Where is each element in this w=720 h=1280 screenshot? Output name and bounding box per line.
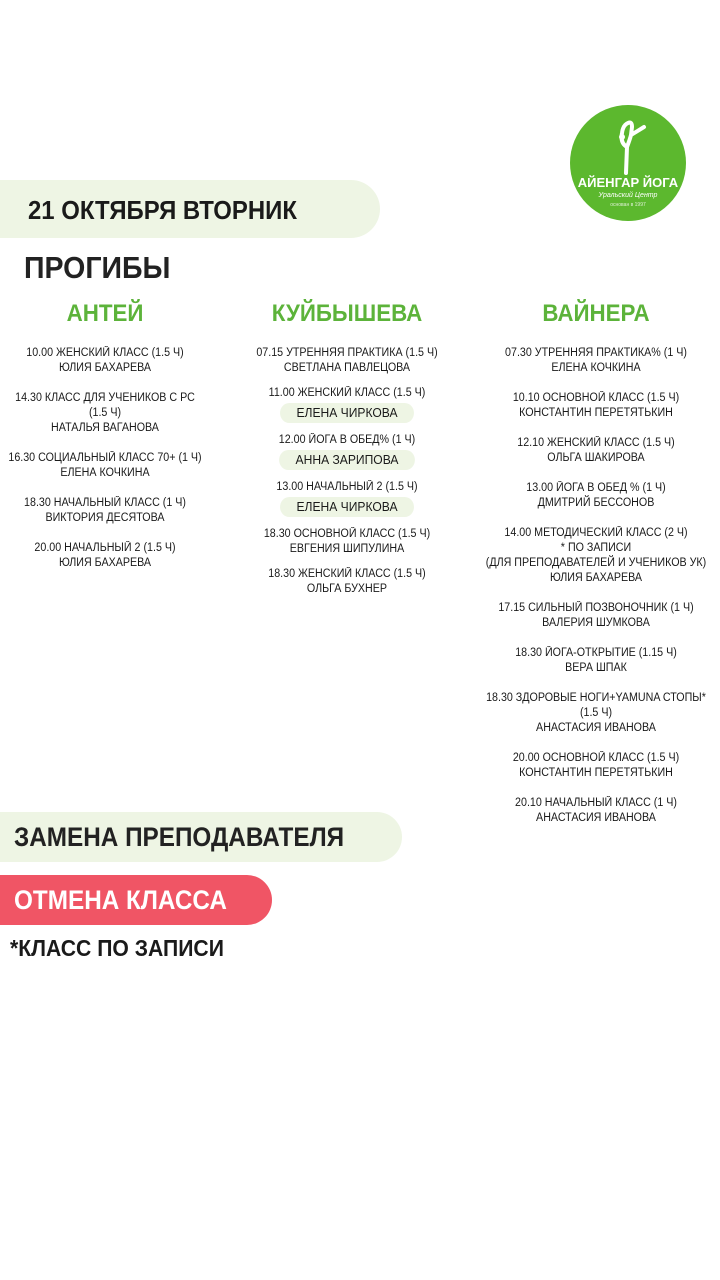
entry-text: 16.30 СОЦИАЛЬНЫЙ КЛАСС 70+ (1 Ч) [8, 452, 202, 464]
class-info [7, 496, 202, 511]
class-info [479, 541, 713, 556]
teacher-name [7, 421, 202, 436]
entry-text: 20.10 НАЧАЛЬНЫЙ КЛАСС (1 Ч) [515, 797, 677, 809]
teacher-name [479, 721, 713, 736]
teacher-name [479, 811, 713, 826]
entry-text: СВЕТЛАНА ПАВЛЕЦОВА [283, 362, 411, 374]
schedule-entry [479, 751, 713, 781]
schedule-entry [249, 346, 444, 376]
entry-text: 18.30 НАЧАЛЬНЫЙ КЛАСС (1 Ч) [24, 497, 186, 509]
schedule-entry [479, 691, 713, 736]
entry-text: ЮЛИЯ БАХАРЕВА [58, 557, 152, 569]
entry-text: 10.00 ЖЕНСКИЙ КЛАСС (1.5 Ч) [26, 347, 184, 359]
schedule-entry [249, 386, 444, 423]
entry-text: 12.00 ЙОГА В ОБЕД% (1 Ч) [278, 434, 416, 446]
teacher-name [479, 451, 713, 466]
teacher-name [249, 542, 444, 557]
entry-text: 14.00 МЕТОДИЧЕСКИЙ КЛАСС (2 Ч) [504, 527, 688, 539]
entry-text: ЮЛИЯ БАХАРЕВА [58, 362, 152, 374]
class-info [7, 346, 202, 361]
cancel-legend [0, 875, 272, 925]
class-info [479, 346, 713, 361]
class-info [479, 796, 713, 811]
schedule-entry [7, 541, 202, 571]
entry-text: 14.30 КЛАСС ДЛЯ УЧЕНИКОВ С РС [15, 392, 195, 404]
entry-text: 13.00 НАЧАЛЬНЫЙ 2 (1.5 Ч) [276, 481, 418, 493]
schedule-entry [479, 796, 713, 826]
class-info [7, 451, 202, 466]
entry-text: 20.00 ОСНОВНОЙ КЛАСС (1.5 Ч) [512, 752, 680, 764]
teacher-name [7, 466, 202, 481]
column-title: КУЙБЫШЕВА [271, 300, 423, 327]
class-info [479, 646, 713, 661]
column-title: ВАЙНЕРА [542, 300, 650, 327]
schedule-entry [249, 480, 444, 517]
entry-text: 07.15 УТРЕННЯЯ ПРАКТИКА (1.5 Ч) [256, 347, 438, 359]
entry-text: 07.30 УТРЕННЯЯ ПРАКТИКА% (1 Ч) [505, 347, 687, 359]
entry-text: * ПО ЗАПИСИ [560, 542, 632, 554]
substitution-label: ЗАМЕНА ПРЕПОДАВАТЕЛЯ [14, 822, 345, 852]
column-title: АНТЕЙ [66, 300, 144, 327]
schedule-entry [249, 433, 444, 470]
entry-text: ЕЛЕНА КОЧКИНА [60, 467, 150, 479]
class-info [479, 601, 713, 616]
class-info [479, 691, 713, 706]
logo-name: АЙЕНГАР ЙОГА [577, 175, 679, 190]
class-info [7, 541, 202, 556]
entry-text: 10.10 ОСНОВНОЙ КЛАСС (1.5 Ч) [512, 392, 680, 404]
entry-text: 18.30 ЙОГА-ОТКРЫТИЕ (1.15 Ч) [515, 647, 677, 659]
class-info [249, 567, 444, 582]
entry-text: 20.00 НАЧАЛЬНЫЙ 2 (1.5 Ч) [34, 542, 176, 554]
entry-text: ВАЛЕРИЯ ШУМКОВА [542, 617, 650, 629]
teacher-name [479, 361, 713, 376]
teacher-name [479, 616, 713, 631]
substituted-teacher: ЕЛЕНА ЧИРКОВА [280, 403, 415, 423]
class-info [249, 433, 444, 448]
teacher-name [479, 406, 713, 421]
logo-small: основан в 1997 [610, 202, 646, 208]
schedule-entry [7, 496, 202, 526]
schedule-entry [479, 391, 713, 421]
schedule-entry [479, 436, 713, 466]
teacher-name [7, 361, 202, 376]
teacher-name [7, 556, 202, 571]
entry-text: ЮЛИЯ БАХАРЕВА [549, 572, 643, 584]
entry-text: АНАСТАСИЯ ИВАНОВА [536, 722, 656, 734]
entry-text: ЕВГЕНИЯ ШИПУЛИНА [289, 543, 405, 555]
schedule-entry [479, 601, 713, 631]
class-info [249, 346, 444, 361]
schedule-entry [479, 481, 713, 511]
teacher-name [479, 571, 713, 586]
entry-text: 12.10 ЖЕНСКИЙ КЛАСС (1.5 Ч) [517, 437, 675, 449]
teacher-name [479, 766, 713, 781]
schedule-entry [249, 567, 444, 597]
column-antey [0, 300, 210, 586]
class-info [479, 436, 713, 451]
substituted-teacher: АННА ЗАРИПОВА [279, 450, 415, 470]
note-label: *КЛАСС ПО ЗАПИСИ [10, 935, 224, 961]
schedule-entry [249, 527, 444, 557]
class-info [479, 481, 713, 496]
entry-text: (ДЛЯ ПРЕПОДАВАТЕЛЕЙ И УЧЕНИКОВ УК) [485, 557, 707, 569]
entry-text: (1.5 Ч) [88, 407, 122, 419]
teacher-name [249, 361, 444, 376]
teacher-name [7, 511, 202, 526]
date-heading: 21 ОКТЯБРЯ ВТОРНИК [28, 195, 297, 225]
entry-text: 18.30 ОСНОВНОЙ КЛАСС (1.5 Ч) [263, 528, 431, 540]
class-info [249, 386, 444, 401]
entry-text: ДМИТРИЙ БЕССОНОВ [537, 497, 655, 509]
teacher-name [249, 448, 444, 470]
entry-text: КОНСТАНТИН ПЕРЕТЯТЬКИН [519, 767, 673, 779]
class-info [249, 480, 444, 495]
schedule-entry [479, 646, 713, 676]
entry-text: КОНСТАНТИН ПЕРЕТЯТЬКИН [519, 407, 673, 419]
teacher-name [479, 661, 713, 676]
yoga-pose-icon [608, 117, 648, 175]
schedule-entry [7, 346, 202, 376]
logo [570, 105, 686, 221]
column-vaynera [470, 300, 720, 841]
class-info [7, 406, 202, 421]
schedule-entry [7, 451, 202, 481]
class-info [479, 751, 713, 766]
logo-subtitle: Уральский Центр [598, 192, 658, 199]
entry-text: ВЕРА ШПАК [565, 662, 627, 674]
entry-text: ВИКТОРИЯ ДЕСЯТОВА [45, 512, 165, 524]
schedule-entry [479, 526, 713, 586]
schedule-entry [479, 346, 713, 376]
entry-text: ОЛЬГА ШАКИРОВА [547, 452, 645, 464]
entry-text: НАТАЛЬЯ ВАГАНОВА [51, 422, 159, 434]
entry-text: 18.30 ЗДОРОВЫЕ НОГИ+YAMUNA СТОПЫ* [486, 692, 706, 704]
class-info [479, 706, 713, 721]
entry-text: 13.00 ЙОГА В ОБЕД % (1 Ч) [526, 482, 666, 494]
entry-text: 11.00 ЖЕНСКИЙ КЛАСС (1.5 Ч) [268, 387, 426, 399]
entry-text: ОЛЬГА БУХНЕР [306, 583, 388, 595]
substituted-teacher: ЕЛЕНА ЧИРКОВА [280, 497, 415, 517]
class-info [479, 391, 713, 406]
class-info [479, 526, 713, 541]
entry-text: (1.5 Ч) [579, 707, 613, 719]
class-info [479, 556, 713, 571]
entry-text: 18.30 ЖЕНСКИЙ КЛАСС (1.5 Ч) [268, 568, 426, 580]
page-title: ПРОГИБЫ [24, 250, 171, 285]
teacher-name [249, 582, 444, 597]
schedule-entry [7, 391, 202, 436]
cancel-label: ОТМЕНА КЛАССА [14, 885, 227, 915]
teacher-name [249, 401, 444, 423]
class-info [7, 391, 202, 406]
column-kuybysheva [242, 300, 452, 607]
entry-text: 17.15 СИЛЬНЫЙ ПОЗВОНОЧНИК (1 Ч) [498, 602, 694, 614]
entry-text: АНАСТАСИЯ ИВАНОВА [536, 812, 656, 824]
entry-text: ЕЛЕНА КОЧКИНА [551, 362, 641, 374]
teacher-name [249, 495, 444, 517]
teacher-name [479, 496, 713, 511]
class-info [249, 527, 444, 542]
